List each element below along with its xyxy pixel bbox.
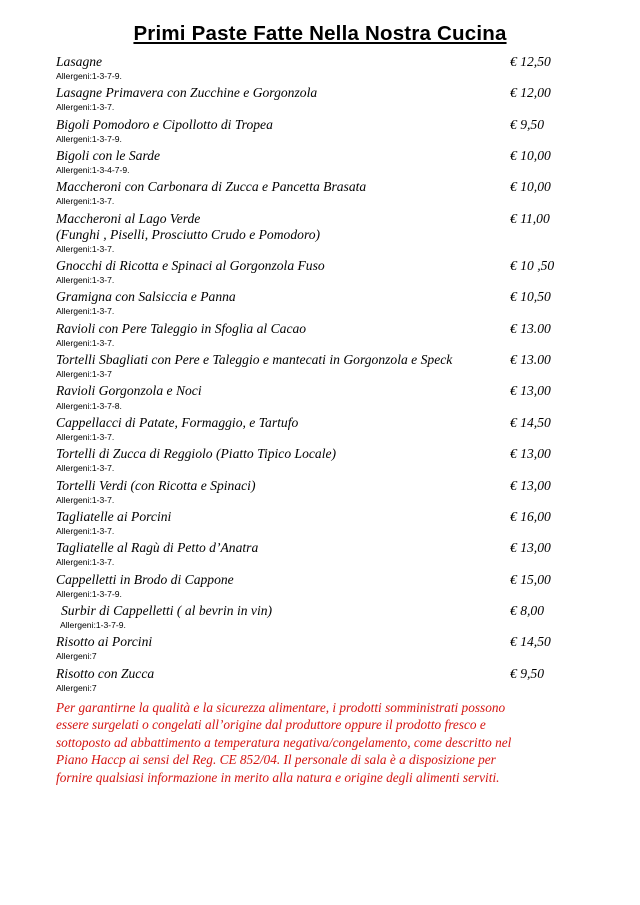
dish-name: Surbir di Cappelletti ( al bevrin in vin): [61, 602, 273, 618]
menu-item: [56, 603, 584, 630]
dish-name: Bigoli con le Sarde: [56, 148, 161, 164]
allergen-note: Allergeni:1-3-7.: [56, 275, 115, 286]
dish-price: € 15,00: [510, 571, 551, 587]
dish-price: € 16,00: [510, 508, 551, 524]
menu-item: [56, 634, 584, 661]
menu-item-row: [56, 509, 584, 525]
allergen-note: Allergeni:1-3-7.: [56, 337, 115, 348]
allergen-note: Allergeni:1-3-7.: [56, 196, 115, 207]
allergen-note: Allergeni:1-3-7.: [56, 463, 115, 474]
dish-price: € 8,00: [510, 602, 544, 618]
dish-price: € 13.00: [510, 352, 551, 368]
disclaimer-line: fornire qualsiasi informazione in merito alla natura e origine degli alimenti serviti.: [56, 769, 500, 785]
dish-price: € 14,50: [510, 414, 551, 430]
allergen-note: Allergeni:1-3-7.: [56, 243, 115, 254]
dish-name: Cappelletti in Brodo di Cappone: [56, 571, 234, 587]
dish-price: € 13.00: [510, 320, 551, 336]
dish-price: € 9,50: [510, 665, 544, 681]
menu-item-row: [56, 85, 584, 101]
menu-item: [56, 258, 584, 285]
dish-price: € 13,00: [510, 446, 551, 462]
dish-price: € 13,00: [510, 540, 551, 556]
dish-price: € 10,00: [510, 148, 551, 164]
allergen-note: Allergeni:1-3-7.: [56, 557, 115, 568]
menu-item: [56, 117, 584, 144]
menu-item-row: [56, 634, 584, 650]
dish-name: Tortelli di Zucca di Reggiolo (Piatto Tipico Locale): [56, 446, 337, 462]
menu-item: [56, 352, 584, 379]
dish-name: Lasagne Primavera con Zucchine e Gorgonzola: [56, 85, 318, 101]
disclaimer-line: essere surgelati o congelati all’origine dal produttore oppure il prodotto fresco e: [56, 717, 486, 733]
menu-item: [56, 509, 584, 536]
dish-name: Tagliatelle al Ragù di Petto d’Anatra: [56, 540, 259, 556]
dish-name: Lasagne: [56, 54, 103, 69]
allergen-note: Allergeni:1-3-7.: [56, 306, 115, 317]
allergen-disclaimer: [56, 699, 584, 786]
menu-item-row: [56, 117, 584, 133]
dish-name: Tortelli Verdi (con Ricotta e Spinaci): [56, 477, 256, 493]
dish-description: (Funghi , Piselli, Prosciutto Crudo e Pomodoro): [56, 226, 321, 242]
dish-price: € 12,50: [510, 54, 551, 69]
menu-item: [56, 85, 584, 112]
dish-name: Tortelli Sbagliati con Pere e Taleggio e mantecati in Gorgonzola e Speck: [56, 352, 453, 368]
dish-name: Maccheroni al Lago Verde: [56, 210, 201, 226]
dish-price: € 12,00: [510, 85, 551, 101]
menu-item-row: [56, 603, 584, 619]
menu-item-row: [56, 321, 584, 337]
allergen-note: Allergeni:1-3-7.: [56, 494, 115, 505]
menu-item-row: [56, 352, 584, 368]
menu-item: [56, 289, 584, 316]
dish-price: € 9,50: [510, 116, 544, 132]
dish-price: € 10,50: [510, 289, 551, 305]
dish-name: Risotto ai Porcini: [56, 634, 153, 650]
allergen-note: Allergeni:1-3-7-9.: [56, 588, 122, 599]
menu-item: [56, 321, 584, 348]
dish-name: Gramigna con Salsiccia e Panna: [56, 289, 236, 305]
menu-item-row: [56, 415, 584, 431]
menu-item: [56, 572, 584, 599]
page-title: Primi Paste Fatte Nella Nostra Cucina: [133, 22, 507, 45]
dish-name: Tagliatelle ai Porcini: [56, 508, 172, 524]
dish-price: € 11,00: [510, 210, 550, 226]
menu-item-list: [56, 54, 584, 693]
menu-item-row: [56, 446, 584, 462]
menu-item-row: [56, 666, 584, 682]
allergen-note: Allergeni:1-3-7-9.: [56, 133, 122, 144]
disclaimer-line: Piano Haccp ai sensi del Reg. CE 852/04. Il personale di sala è a disposizione per: [56, 752, 496, 768]
menu-item-row: [56, 258, 584, 274]
allergen-note: Allergeni:7: [56, 651, 97, 662]
dish-name: Ravioli con Pere Taleggio in Sfoglia al Cacao: [56, 320, 307, 336]
dish-price: € 13,00: [510, 383, 551, 399]
menu-item: [56, 148, 584, 175]
menu-item-row: [56, 211, 584, 227]
dish-name: Ravioli Gorgonzola e Noci: [56, 383, 202, 399]
dish-name: Cappellacci di Patate, Formaggio, e Tartufo: [56, 414, 299, 430]
menu-item: [56, 415, 584, 442]
menu-item: [56, 446, 584, 473]
dish-price: € 14,50: [510, 634, 551, 650]
allergen-note: Allergeni:7: [56, 682, 97, 693]
dish-price: € 13,00: [510, 477, 551, 493]
menu-item-row: [56, 478, 584, 494]
allergen-note: Allergeni:1-3-7-8.: [56, 400, 122, 411]
menu-item: [56, 383, 584, 410]
menu-item: [56, 54, 584, 81]
allergen-note: Allergeni:1-3-7: [56, 369, 112, 380]
allergen-note: Allergeni:1-3-4-7-9.: [56, 165, 130, 176]
menu-item-row: [56, 540, 584, 556]
menu-item: [56, 179, 584, 206]
dish-name: Risotto con Zucca: [56, 665, 155, 681]
allergen-note: Allergeni:1-3-7-9.: [60, 619, 126, 630]
dish-name: Gnocchi di Ricotta e Spinaci al Gorgonzola Fuso: [56, 258, 325, 274]
menu-item-row: [56, 289, 584, 305]
menu-item: [56, 478, 584, 505]
menu-item-row: [56, 54, 584, 70]
menu-item: [56, 211, 584, 254]
menu-item-row: [56, 572, 584, 588]
menu-item: [56, 666, 584, 693]
allergen-note: Allergeni:1-3-7.: [56, 525, 115, 536]
menu-item-row: [56, 179, 584, 195]
allergen-note: Allergeni:1-3-7-9.: [56, 71, 122, 82]
menu-item-row: [56, 383, 584, 399]
allergen-note: Allergeni:1-3-7.: [56, 102, 115, 113]
menu-item-row: [56, 148, 584, 164]
dish-price: € 10,00: [510, 179, 551, 195]
menu-item: [56, 540, 584, 567]
dish-name: Bigoli Pomodoro e Cipollotto di Tropea: [56, 116, 273, 132]
dish-price: € 10 ,50: [510, 258, 555, 274]
disclaimer-line: sottoposto ad abbattimento a temperatura negativa/congelamento, come descritto nel: [56, 734, 512, 750]
dish-name: Maccheroni con Carbonara di Zucca e Pancetta Brasata: [56, 179, 367, 195]
disclaimer-line: Per garantirne la qualità e la sicurezza alimentare, i prodotti somministrati possono: [56, 699, 506, 715]
allergen-note: Allergeni:1-3-7.: [56, 431, 115, 442]
